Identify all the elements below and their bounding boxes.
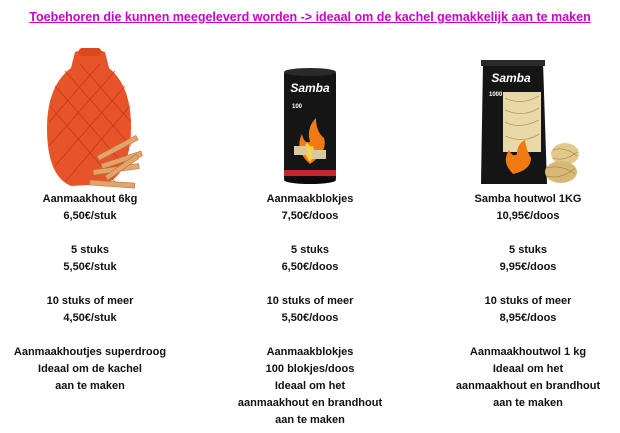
tier2-qty: 10 stuks of meer [266,295,354,307]
kindling-net-icon [35,46,145,191]
product-desc-line: Aanmaakhoutwol 1 kg [469,346,587,358]
product-name: Aanmaakhout 6kg [42,193,138,205]
count-label: 1000 [489,92,503,98]
product-name: Aanmaakblokjes [266,193,354,205]
product-image [428,46,620,191]
product-woodwool [428,46,620,412]
product-desc-line: Ideaal om het [274,380,346,392]
tier1-qty: 5 stuks [509,244,547,256]
product-desc-line: 100 blokjes/doos [265,363,355,375]
tier2-price: 8,95€/doos [499,312,557,324]
count-label: 100 [292,104,303,110]
tier1-price: 6,50€/doos [281,261,339,273]
product-desc-line: Aanmaakhoutjes superdroog [13,346,167,358]
tier2-qty: 10 stuks of meer [484,295,572,307]
tier1-qty: 5 stuks [71,244,109,256]
product-price: 10,95€/doos [496,210,560,222]
product-image [210,46,410,191]
product-desc-line: aan te maken [275,414,345,426]
tier2-qty: 10 stuks of meer [46,295,134,307]
brand-label: Samba [491,71,531,85]
product-desc-line: Ideaal om de kachel [38,363,142,375]
product-desc-line: Aanmaakblokjes [266,346,354,358]
tier1-price: 9,95€/doos [499,261,557,273]
product-desc-line: aan te maken [55,380,125,392]
brand-label: Samba [290,81,330,95]
product-desc-line: aanmaakhout en brandhout [455,380,601,392]
product-desc-line: aan te maken [493,397,563,409]
product-price: 6,50€/stuk [63,210,117,222]
product-firelighters [210,46,410,429]
woodwool-bag-icon [473,46,583,191]
tier2-price: 5,50€/doos [281,312,339,324]
product-desc-line: Ideaal om het [492,363,564,375]
product-name: Samba houtwol 1KG [474,193,582,205]
product-kindling-wood [0,46,190,395]
product-price: 7,50€/doos [281,210,339,222]
tier1-price: 5,50€/stuk [63,261,117,273]
firelighter-tube-icon [280,46,340,191]
product-image [0,46,190,191]
tier1-qty: 5 stuks [291,244,329,256]
accessories-headline-link[interactable]: Toebehoren die kunnen meegeleverd worden -> ideaal om de kachel gemakkelijk aan te maken [29,10,591,24]
tier2-price: 4,50€/stuk [63,312,117,324]
product-desc-line: aanmaakhout en brandhout [237,397,383,409]
